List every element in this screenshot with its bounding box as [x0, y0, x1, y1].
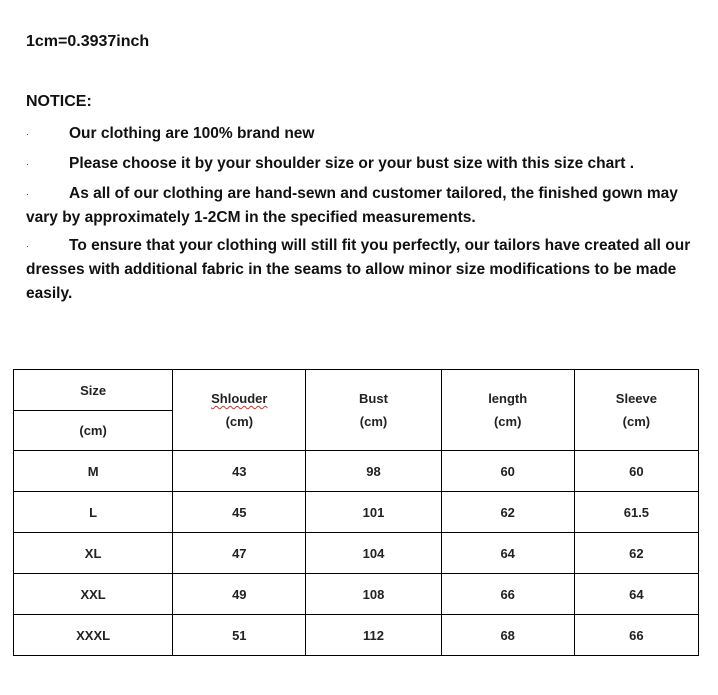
notice-item [26, 182, 696, 230]
cell-size: M [14, 451, 173, 492]
header-shoulder-unit: (cm) [225, 414, 254, 429]
table-row [14, 533, 699, 574]
bullet-icon: · [26, 241, 29, 252]
table-row [14, 615, 699, 656]
cell-shoulder: 51 [173, 615, 306, 656]
cell-length: 68 [441, 615, 574, 656]
header-bust-label: Bust [359, 391, 388, 406]
table-header-row [14, 370, 699, 411]
notice-item-text: To ensure that your clothing will still fit you perfectly, our tailors have created all our dresses with additional fabric in the seams to allow minor size modifications to be made easily. [26, 237, 691, 303]
cell-shoulder: 47 [173, 533, 306, 574]
cell-length: 60 [441, 451, 574, 492]
cell-length: 64 [441, 533, 574, 574]
unit-conversion-note: 1cm=0.3937inch [26, 33, 150, 50]
notice-item [26, 152, 696, 176]
header-shoulder [173, 370, 306, 451]
notice-item-text: Our clothing are 100% brand new [69, 125, 315, 143]
notice-heading: NOTICE: [26, 93, 92, 110]
cell-size: XL [14, 533, 173, 574]
cell-size: L [14, 492, 173, 533]
cell-bust: 108 [306, 574, 441, 615]
cell-shoulder: 49 [173, 574, 306, 615]
cell-shoulder: 45 [173, 492, 306, 533]
notice-list [26, 122, 696, 312]
bullet-icon: · [26, 189, 29, 200]
table-row [14, 574, 699, 615]
cell-sleeve: 64 [574, 574, 698, 615]
cell-size: XXL [14, 574, 173, 615]
bullet-icon: · [26, 129, 29, 139]
cell-shoulder: 43 [173, 451, 306, 492]
cell-bust: 112 [306, 615, 441, 656]
header-length-unit: (cm) [493, 414, 522, 429]
table-row [14, 451, 699, 492]
cell-bust: 98 [306, 451, 441, 492]
notice-item-text: Please choose it by your shoulder size or your bust size with this size chart . [69, 155, 635, 173]
header-size: Size [14, 370, 173, 411]
cell-length: 66 [441, 574, 574, 615]
notice-item-text: As all of our clothing are hand-sewn and customer tailored, the finished gown may vary by approximately 1-2CM in the specified measurements. [26, 185, 678, 227]
notice-item [26, 122, 696, 146]
cell-sleeve: 62 [574, 533, 698, 574]
header-sleeve-label: Sleeve [615, 391, 657, 406]
cell-sleeve: 60 [574, 451, 698, 492]
header-bust-unit: (cm) [359, 414, 388, 429]
table-row [14, 492, 699, 533]
header-length [441, 370, 574, 451]
size-chart-table [13, 369, 699, 656]
header-sleeve-unit: (cm) [622, 414, 651, 429]
bullet-icon: · [26, 159, 29, 170]
header-bust [306, 370, 441, 451]
cell-length: 62 [441, 492, 574, 533]
notice-item [26, 234, 696, 306]
cell-size: XXXL [14, 615, 173, 656]
cell-bust: 101 [306, 492, 441, 533]
header-shoulder-label: Shlouder [211, 391, 268, 406]
cell-bust: 104 [306, 533, 441, 574]
header-sleeve [574, 370, 698, 451]
header-length-label: length [488, 391, 528, 406]
header-size-unit: (cm) [14, 411, 173, 451]
cell-sleeve: 66 [574, 615, 698, 656]
cell-sleeve: 61.5 [574, 492, 698, 533]
